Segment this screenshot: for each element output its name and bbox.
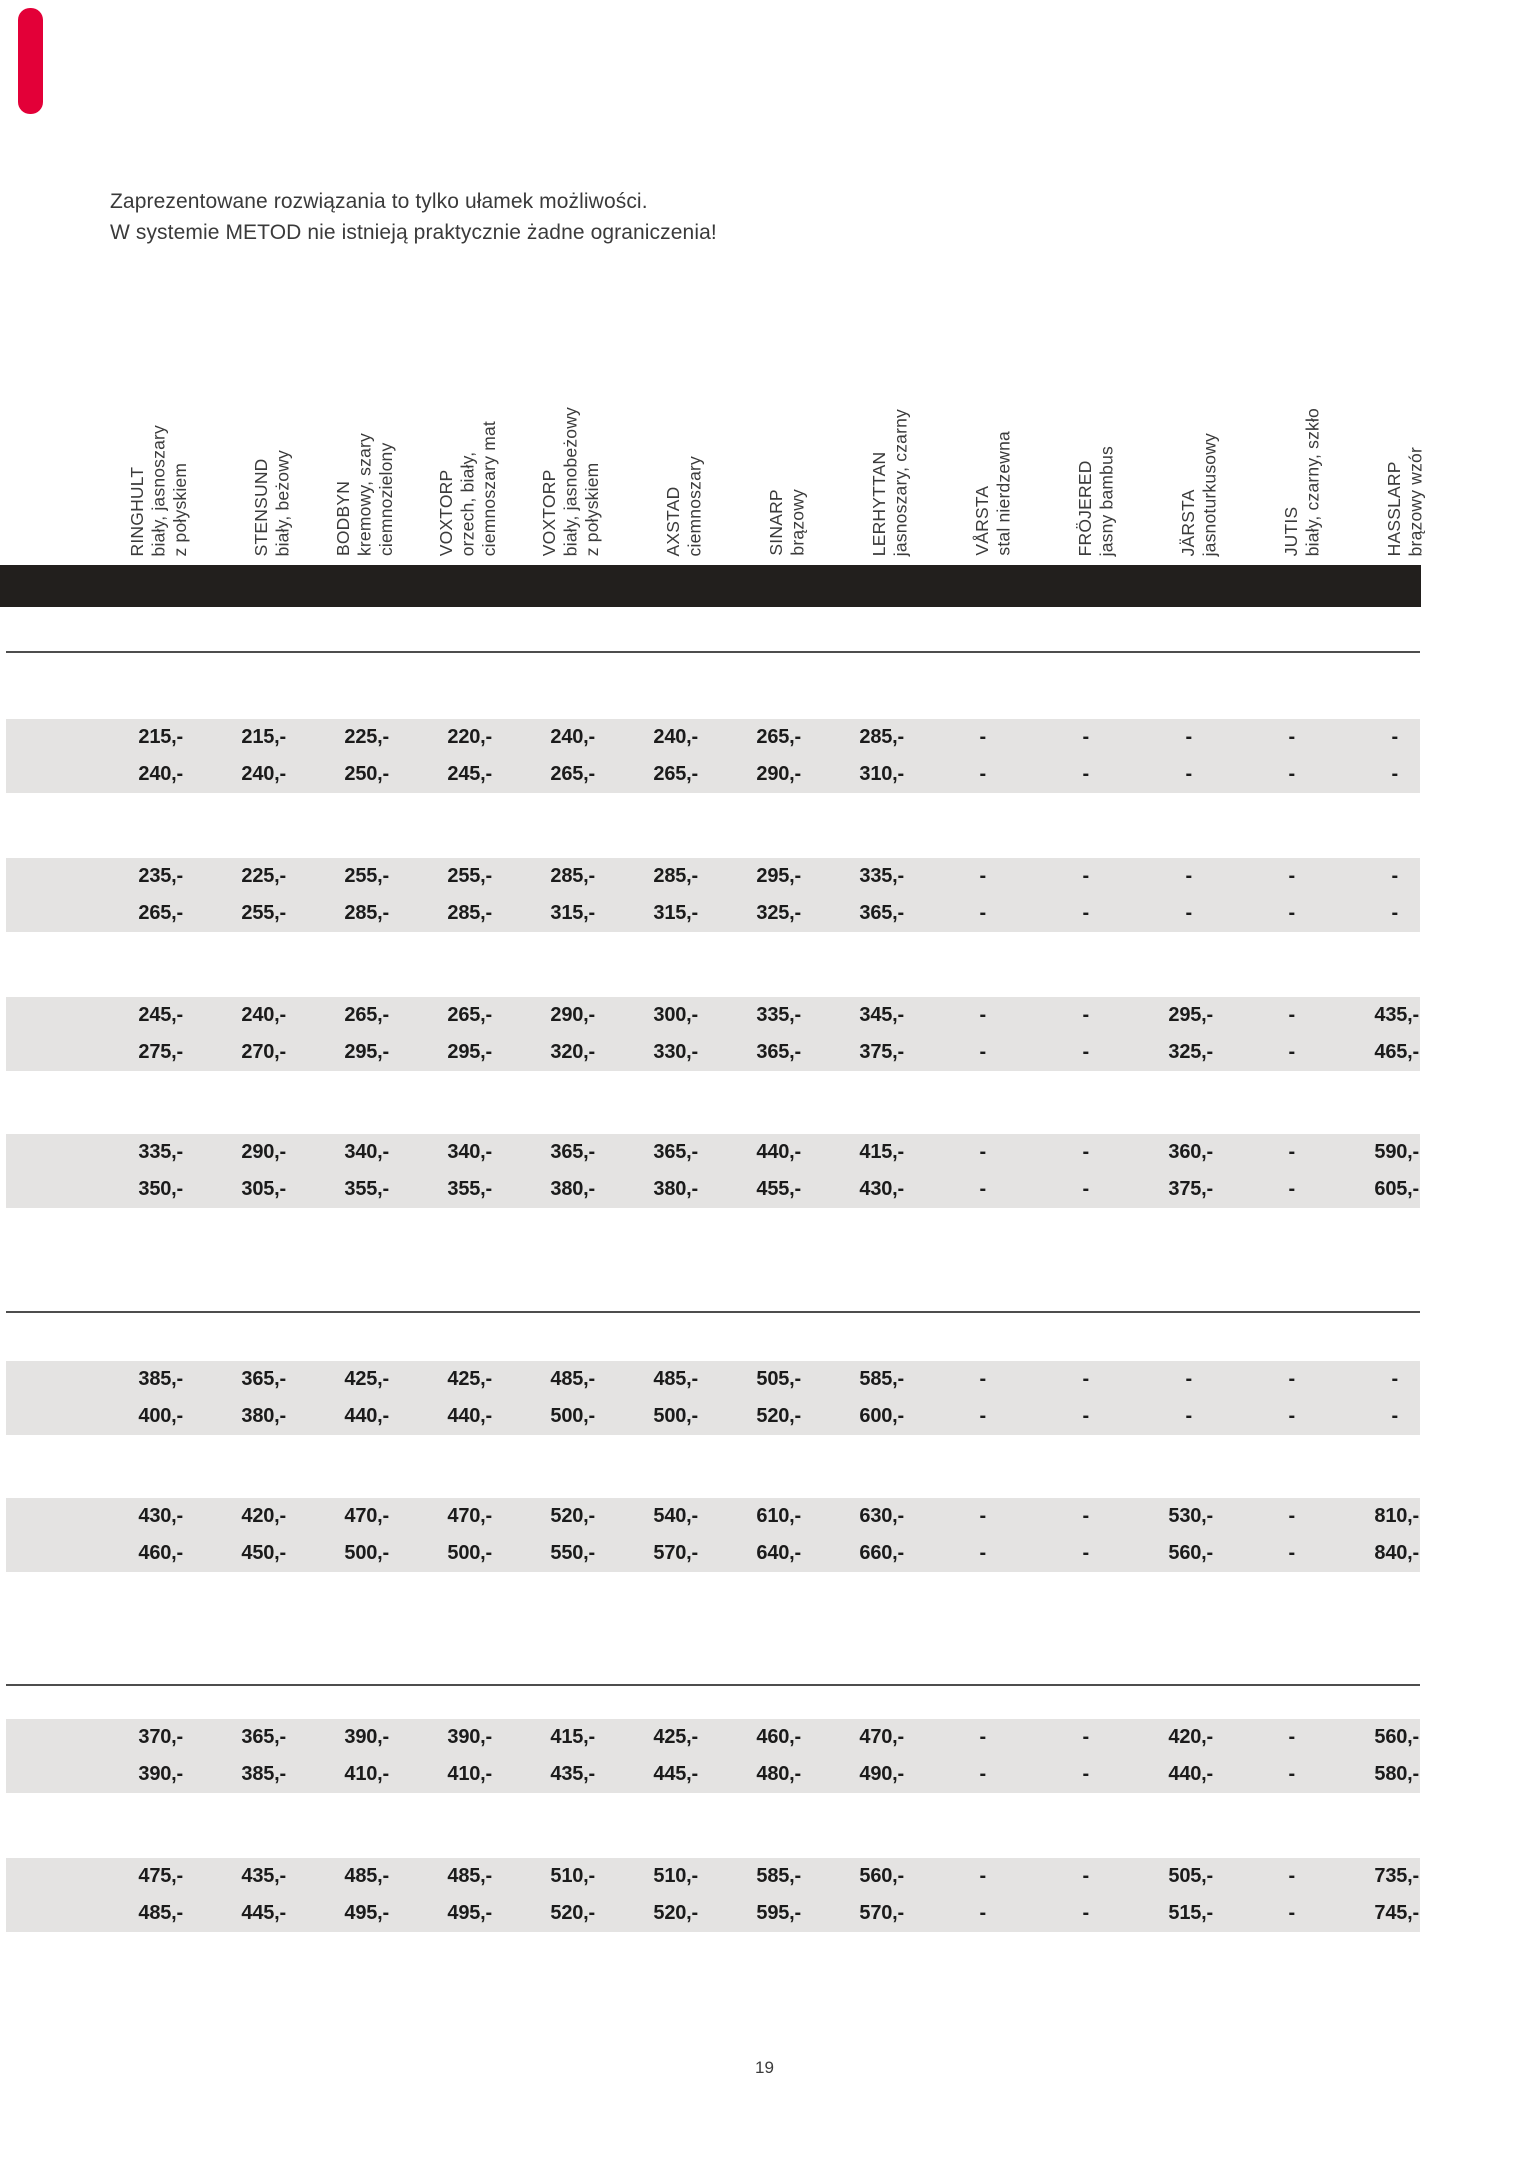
price-cell: 495,- — [447, 1902, 492, 1924]
price-cell: 435,- — [241, 1865, 286, 1887]
price-cell: - — [1391, 763, 1398, 785]
price-group — [6, 1719, 1420, 1793]
price-cell: 410,- — [447, 1763, 492, 1785]
column-header-voxtorp-5 — [492, 255, 602, 556]
price-cell: 365,- — [550, 1141, 595, 1163]
price-cell: - — [1391, 1368, 1398, 1390]
price-cell: 445,- — [241, 1902, 286, 1924]
price-cell: 505,- — [1168, 1865, 1213, 1887]
product-finish: jasny bambus — [1096, 445, 1117, 556]
price-cell: 470,- — [859, 1726, 904, 1748]
price-cell: - — [1288, 1368, 1295, 1390]
price-cell: 290,- — [756, 763, 801, 785]
price-cell: - — [1288, 1141, 1295, 1163]
price-cell: 265,- — [447, 1004, 492, 1026]
price-cell: 335,- — [138, 1141, 183, 1163]
page-number: 19 — [755, 2058, 774, 2077]
price-cell: - — [979, 902, 986, 924]
price-cell: 315,- — [550, 902, 595, 924]
price-cell: - — [1082, 1004, 1089, 1026]
price-cell: 505,- — [756, 1368, 801, 1390]
product-finish: jasnoturkusowy — [1199, 432, 1220, 556]
price-cell: 400,- — [138, 1405, 183, 1427]
price-group — [6, 1498, 1420, 1572]
price-cell: 240,- — [241, 1004, 286, 1026]
price-cell: - — [1288, 1763, 1295, 1785]
section-divider — [6, 1684, 1420, 1686]
price-cell: 385,- — [241, 1763, 286, 1785]
price-row — [6, 858, 1420, 895]
price-cell: 365,- — [756, 1041, 801, 1063]
price-cell: 215,- — [138, 726, 183, 748]
price-cell: 295,- — [447, 1041, 492, 1063]
price-cell: 410,- — [344, 1763, 389, 1785]
price-cell: 445,- — [653, 1763, 698, 1785]
price-cell: - — [979, 865, 986, 887]
column-header-sinarp-7 — [698, 255, 808, 556]
product-name: RINGHULT — [126, 466, 147, 556]
price-cell: 470,- — [344, 1505, 389, 1527]
price-cell: - — [1288, 865, 1295, 887]
column-headers — [80, 255, 1426, 556]
price-cell: 500,- — [550, 1405, 595, 1427]
section-divider — [6, 1311, 1420, 1313]
price-row — [6, 1858, 1420, 1895]
price-cell: - — [979, 1141, 986, 1163]
price-cell: 390,- — [138, 1763, 183, 1785]
price-cell: 390,- — [344, 1726, 389, 1748]
price-group — [6, 719, 1420, 793]
price-row — [6, 1361, 1420, 1398]
price-cell: - — [1082, 865, 1089, 887]
price-cell: 285,- — [344, 902, 389, 924]
product-finish: biały, czarny, szkło — [1302, 407, 1323, 556]
price-cell: 365,- — [653, 1141, 698, 1163]
product-finish: orzech, biały, — [457, 451, 477, 556]
price-cell: 255,- — [447, 865, 492, 887]
price-cell: 310,- — [859, 763, 904, 785]
column-header-text — [539, 407, 604, 556]
price-cell: 560,- — [1374, 1726, 1419, 1748]
price-cell: 225,- — [344, 726, 389, 748]
column-header-text — [333, 433, 398, 556]
price-cell: 330,- — [653, 1041, 698, 1063]
price-cell: 240,- — [241, 763, 286, 785]
column-header-jrsta-11 — [1110, 255, 1220, 556]
price-cell: - — [1288, 1178, 1295, 1200]
price-row — [6, 997, 1420, 1034]
price-row — [6, 1719, 1420, 1756]
price-cell: 460,- — [138, 1542, 183, 1564]
product-finish: jasnoszary, czarny — [890, 408, 911, 556]
price-cell: 520,- — [550, 1902, 595, 1924]
price-cell: 325,- — [756, 902, 801, 924]
price-cell: 285,- — [653, 865, 698, 887]
price-cell: - — [1288, 1405, 1295, 1427]
price-cell: 370,- — [138, 1726, 183, 1748]
price-cell: 265,- — [138, 902, 183, 924]
price-cell: 745,- — [1374, 1902, 1419, 1924]
price-cell: 435,- — [550, 1763, 595, 1785]
price-cell: 425,- — [653, 1726, 698, 1748]
price-cell: 285,- — [550, 865, 595, 887]
price-group — [6, 997, 1420, 1071]
product-finish: biały, beżowy — [272, 449, 293, 556]
price-cell: 450,- — [241, 1542, 286, 1564]
price-cell: 530,- — [1168, 1505, 1213, 1527]
price-cell: - — [979, 1505, 986, 1527]
price-cell: 415,- — [550, 1726, 595, 1748]
price-cell: - — [1185, 902, 1192, 924]
price-cell: 440,- — [1168, 1763, 1213, 1785]
price-cell: - — [1082, 1542, 1089, 1564]
price-cell: 375,- — [859, 1041, 904, 1063]
price-cell: 485,- — [138, 1902, 183, 1924]
price-cell: 345,- — [859, 1004, 904, 1026]
intro-line-1: Zaprezentowane rozwiązania to tylko ułamek możliwości. — [110, 190, 648, 213]
price-cell: 520,- — [550, 1505, 595, 1527]
price-cell: - — [1082, 1505, 1089, 1527]
price-row — [6, 1756, 1420, 1793]
product-name: JÄRSTA — [1178, 489, 1198, 556]
price-cell: 420,- — [241, 1505, 286, 1527]
column-header-vrsta-9 — [904, 255, 1014, 556]
price-cell: 475,- — [138, 1865, 183, 1887]
product-name: STENSUND — [251, 458, 271, 556]
price-cell: 215,- — [241, 726, 286, 748]
price-cell: - — [979, 1763, 986, 1785]
price-cell: 580,- — [1374, 1763, 1419, 1785]
price-cell: 595,- — [756, 1902, 801, 1924]
price-cell: 540,- — [653, 1505, 698, 1527]
price-cell: 380,- — [653, 1178, 698, 1200]
price-cell: 590,- — [1374, 1141, 1419, 1163]
section-divider — [6, 651, 1420, 653]
price-cell: - — [979, 1178, 986, 1200]
price-group — [6, 1134, 1420, 1208]
price-cell: - — [979, 726, 986, 748]
price-cell: 520,- — [756, 1405, 801, 1427]
price-cell: 630,- — [859, 1505, 904, 1527]
price-cell: - — [1391, 865, 1398, 887]
price-cell: 295,- — [756, 865, 801, 887]
column-header-axstad-6 — [595, 255, 705, 556]
price-cell: 255,- — [241, 902, 286, 924]
price-cell: 440,- — [447, 1405, 492, 1427]
price-cell: 480,- — [756, 1763, 801, 1785]
price-cell: 430,- — [859, 1178, 904, 1200]
price-cell: 660,- — [859, 1542, 904, 1564]
price-cell: - — [979, 1542, 986, 1564]
price-cell: 585,- — [756, 1865, 801, 1887]
price-row — [6, 1134, 1420, 1171]
price-row — [6, 1895, 1420, 1932]
product-finish: stal nierdzewna — [993, 431, 1014, 556]
price-cell: 305,- — [241, 1178, 286, 1200]
price-cell: 840,- — [1374, 1542, 1419, 1564]
price-cell: - — [1082, 902, 1089, 924]
price-cell: 520,- — [653, 1902, 698, 1924]
price-cell: - — [979, 1865, 986, 1887]
price-cell: 500,- — [344, 1542, 389, 1564]
product-name: BODBYN — [332, 480, 353, 556]
price-cell: 435,- — [1374, 1004, 1419, 1026]
price-cell: 460,- — [756, 1726, 801, 1748]
price-cell: 340,- — [344, 1141, 389, 1163]
product-name: SINARP — [766, 489, 786, 556]
price-cell: 365,- — [241, 1368, 286, 1390]
product-finish: z połyskiem — [581, 462, 602, 556]
price-cell: 300,- — [653, 1004, 698, 1026]
price-cell: 440,- — [344, 1405, 389, 1427]
price-cell: 570,- — [653, 1542, 698, 1564]
price-cell: 290,- — [241, 1141, 286, 1163]
price-cell: 240,- — [550, 726, 595, 748]
column-header-lerhyttan-8 — [801, 255, 911, 556]
price-cell: 235,- — [138, 865, 183, 887]
column-header-jutis-12 — [1213, 255, 1323, 556]
price-cell: - — [1082, 1726, 1089, 1748]
product-name: HASSLARP — [1384, 461, 1404, 556]
price-cell: - — [1185, 1405, 1192, 1427]
price-cell: 420,- — [1168, 1726, 1213, 1748]
price-cell: 265,- — [756, 726, 801, 748]
price-cell: - — [979, 763, 986, 785]
product-finish: ciemnoszary — [684, 455, 705, 556]
intro-text — [110, 186, 717, 248]
product-name: FRÖJERED — [1075, 460, 1095, 556]
price-cell: - — [979, 1726, 986, 1748]
price-cell: 315,- — [653, 902, 698, 924]
price-cell: 510,- — [653, 1865, 698, 1887]
price-cell: 610,- — [756, 1505, 801, 1527]
price-cell: - — [1288, 1865, 1295, 1887]
price-cell: 380,- — [241, 1405, 286, 1427]
price-cell: 365,- — [859, 902, 904, 924]
price-cell: 515,- — [1168, 1902, 1213, 1924]
price-cell: 335,- — [859, 865, 904, 887]
price-cell: 335,- — [756, 1004, 801, 1026]
table-header-bar — [0, 565, 1421, 607]
price-cell: - — [1185, 1368, 1192, 1390]
price-cell: 355,- — [344, 1178, 389, 1200]
price-cell: - — [1082, 1902, 1089, 1924]
product-name: VÅRSTA — [972, 486, 992, 556]
price-cell: 225,- — [241, 865, 286, 887]
price-cell: 510,- — [550, 1865, 595, 1887]
price-cell: 265,- — [344, 1004, 389, 1026]
price-cell: - — [1185, 726, 1192, 748]
price-cell: 295,- — [1168, 1004, 1213, 1026]
price-cell: 500,- — [653, 1405, 698, 1427]
price-cell: 245,- — [138, 1004, 183, 1026]
product-finish: biały, jasnobeżowy — [560, 406, 580, 556]
price-cell: - — [1082, 1405, 1089, 1427]
price-cell: 490,- — [859, 1763, 904, 1785]
price-cell: 385,- — [138, 1368, 183, 1390]
price-row — [6, 1498, 1420, 1535]
price-cell: - — [979, 1405, 986, 1427]
price-cell: 430,- — [138, 1505, 183, 1527]
price-cell: 470,- — [447, 1505, 492, 1527]
price-cell: - — [1288, 726, 1295, 748]
price-cell: - — [1288, 1041, 1295, 1063]
price-cell: 255,- — [344, 865, 389, 887]
product-finish: biały, jasnoszary — [148, 424, 168, 556]
price-cell: - — [1288, 1505, 1295, 1527]
price-cell: 320,- — [550, 1041, 595, 1063]
price-row — [6, 719, 1420, 756]
price-cell: 290,- — [550, 1004, 595, 1026]
product-name: VOXTORP — [538, 469, 559, 556]
page-edge-tab — [18, 8, 43, 114]
column-header-frjered-10 — [1007, 255, 1117, 556]
price-cell: 375,- — [1168, 1178, 1213, 1200]
price-row — [6, 1535, 1420, 1572]
column-header-voxtorp-4 — [389, 255, 499, 556]
price-cell: 285,- — [859, 726, 904, 748]
price-cell: - — [1391, 1405, 1398, 1427]
price-group — [6, 1858, 1420, 1932]
price-cell: 585,- — [859, 1368, 904, 1390]
column-header-ringhult-1 — [80, 255, 190, 556]
price-cell: - — [1082, 1041, 1089, 1063]
price-cell: 245,- — [447, 763, 492, 785]
price-cell: 640,- — [756, 1542, 801, 1564]
price-cell: - — [1082, 1368, 1089, 1390]
price-cell: 485,- — [344, 1865, 389, 1887]
column-header-bodbyn-3 — [286, 255, 396, 556]
price-cell: 485,- — [550, 1368, 595, 1390]
product-name: JUTIS — [1281, 506, 1301, 556]
price-cell: - — [1288, 902, 1295, 924]
price-cell: - — [1288, 1726, 1295, 1748]
price-cell: - — [1082, 1178, 1089, 1200]
price-cell: 465,- — [1374, 1041, 1419, 1063]
price-cell: 560,- — [1168, 1542, 1213, 1564]
price-cell: 455,- — [756, 1178, 801, 1200]
product-finish: z połyskiem — [169, 462, 190, 556]
price-cell: 350,- — [138, 1178, 183, 1200]
price-cell: - — [1185, 763, 1192, 785]
price-cell: 605,- — [1374, 1178, 1419, 1200]
price-cell: - — [1082, 1763, 1089, 1785]
price-cell: - — [1082, 763, 1089, 785]
price-cell: - — [979, 1902, 986, 1924]
price-cell: 270,- — [241, 1041, 286, 1063]
price-cell: 440,- — [756, 1141, 801, 1163]
price-cell: - — [979, 1004, 986, 1026]
price-cell: 355,- — [447, 1178, 492, 1200]
intro-line-2: W systemie METOD nie istnieją praktycznie żadne ograniczenia! — [110, 221, 717, 244]
price-cell: - — [1288, 763, 1295, 785]
price-cell: 550,- — [550, 1542, 595, 1564]
price-group — [6, 1361, 1420, 1435]
price-cell: 415,- — [859, 1141, 904, 1163]
price-cell: 325,- — [1168, 1041, 1213, 1063]
price-cell: 380,- — [550, 1178, 595, 1200]
price-cell: 250,- — [344, 763, 389, 785]
column-header-text — [127, 425, 192, 556]
price-cell: - — [1082, 726, 1089, 748]
price-cell: 360,- — [1168, 1141, 1213, 1163]
price-cell: - — [1288, 1542, 1295, 1564]
price-row — [6, 1398, 1420, 1435]
price-cell: - — [1391, 902, 1398, 924]
price-cell: 560,- — [859, 1865, 904, 1887]
price-cell: 425,- — [447, 1368, 492, 1390]
price-cell: - — [979, 1041, 986, 1063]
price-cell: 220,- — [447, 726, 492, 748]
price-row — [6, 1034, 1420, 1071]
price-cell: 285,- — [447, 902, 492, 924]
price-cell: 485,- — [653, 1368, 698, 1390]
column-header-hasslarp-13 — [1316, 255, 1426, 556]
product-finish: ciemnozielony — [375, 442, 396, 556]
price-cell: 495,- — [344, 1902, 389, 1924]
price-cell: 485,- — [447, 1865, 492, 1887]
price-row — [6, 895, 1420, 932]
price-cell: 240,- — [138, 763, 183, 785]
column-header-text — [436, 421, 501, 556]
price-cell: - — [1288, 1902, 1295, 1924]
price-row — [6, 1171, 1420, 1208]
product-name: LERHYTTAN — [869, 451, 889, 556]
price-cell: 735,- — [1374, 1865, 1419, 1887]
price-cell: 500,- — [447, 1542, 492, 1564]
price-cell: - — [1185, 865, 1192, 887]
price-cell: - — [1082, 1865, 1089, 1887]
price-cell: 295,- — [344, 1041, 389, 1063]
price-cell: 390,- — [447, 1726, 492, 1748]
product-finish: brązowy wzór — [1405, 446, 1426, 556]
product-name: AXSTAD — [663, 486, 683, 556]
price-row — [6, 756, 1420, 793]
column-header-text — [1384, 447, 1427, 556]
product-finish: ciemnoszary mat — [478, 420, 499, 556]
price-cell: - — [1082, 1141, 1089, 1163]
price-cell: 570,- — [859, 1902, 904, 1924]
price-cell: - — [979, 1368, 986, 1390]
price-cell: 265,- — [653, 763, 698, 785]
price-cell: 340,- — [447, 1141, 492, 1163]
price-cell: 600,- — [859, 1405, 904, 1427]
price-cell: - — [1288, 1004, 1295, 1026]
price-group — [6, 858, 1420, 932]
product-name: VOXTORP — [435, 469, 456, 556]
price-cell: 265,- — [550, 763, 595, 785]
product-finish: brązowy — [787, 489, 808, 556]
price-cell: 425,- — [344, 1368, 389, 1390]
price-cell: 275,- — [138, 1041, 183, 1063]
column-header-stensund-2 — [183, 255, 293, 556]
price-cell: - — [1391, 726, 1398, 748]
price-cell: 810,- — [1374, 1505, 1419, 1527]
price-cell: 240,- — [653, 726, 698, 748]
price-cell: 365,- — [241, 1726, 286, 1748]
product-finish: kremowy, szary — [354, 432, 374, 556]
